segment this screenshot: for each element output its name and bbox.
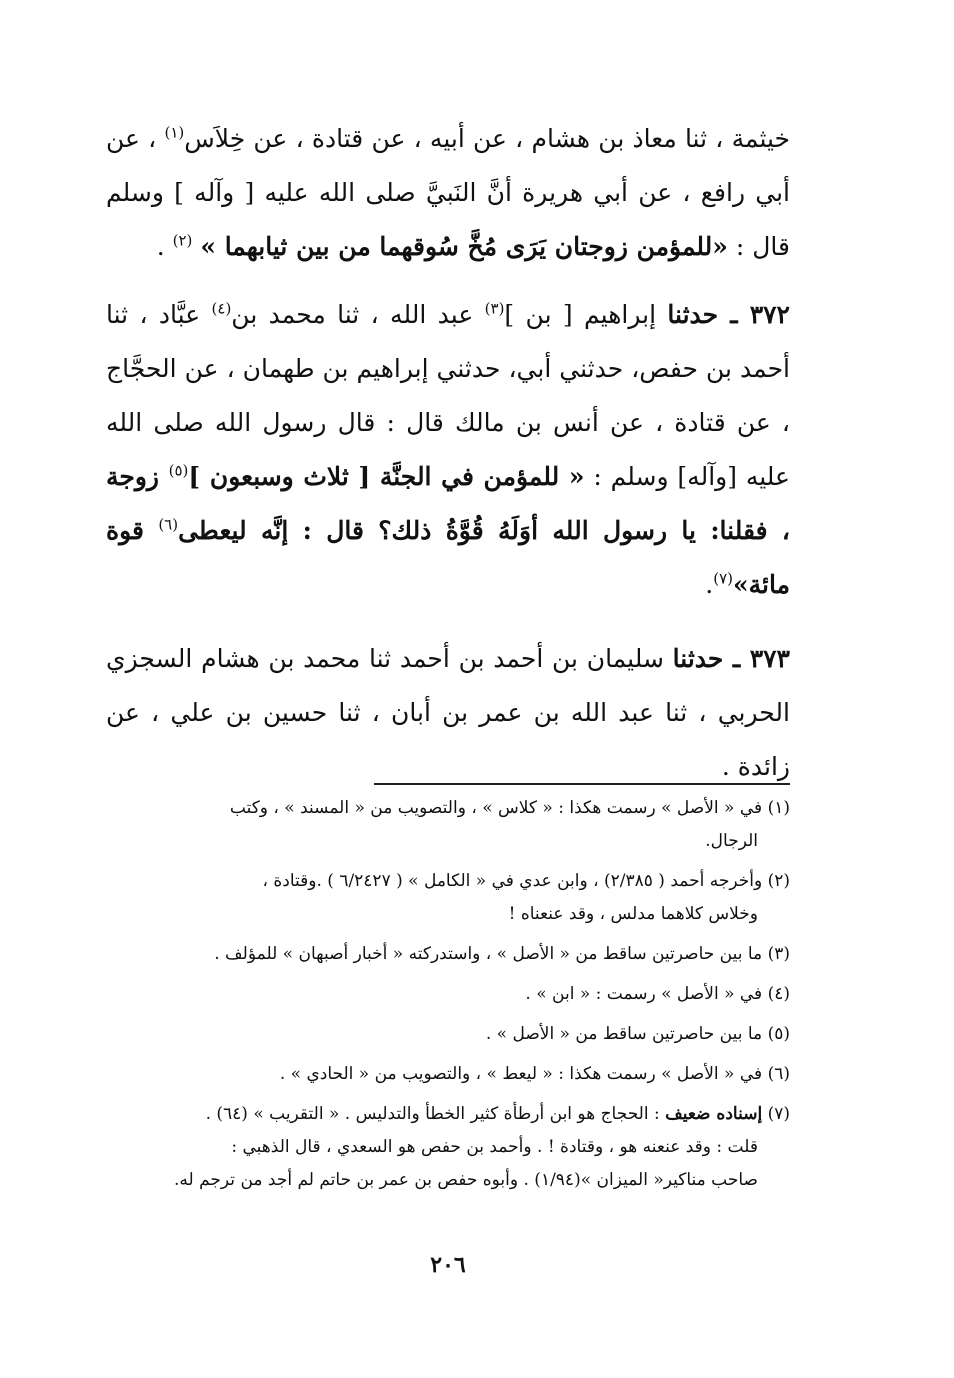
footnote-ref-2[interactable]: (٢) <box>172 231 193 250</box>
footnote-text-cont: صاحب مناكير« الميزان »(١/٩٤) . وأبوه حفص بن عمر بن حاتم لم أجد من ترجم له. <box>174 1170 758 1190</box>
footnote-1 <box>106 792 790 858</box>
page-number: ٢٠٦ <box>430 1252 466 1278</box>
footnotes <box>106 792 790 1204</box>
intro-end: . <box>156 232 173 261</box>
footnote-4 <box>106 978 790 1011</box>
footnote-2 <box>106 865 790 931</box>
footnote-5 <box>106 1018 790 1051</box>
footnote-text: وأخرجه أحمد ( ٢/٣٨٥) ، وابن عدي في « الكامل » ( ٦/٢٤٢٧ ) .وقتادة ، <box>262 871 763 891</box>
footnote-number: (٥) <box>767 1024 790 1044</box>
intro-hadith-quote: «للمؤمن زوجتان يَرَى مُخَّ سُوقهما من بين ثيابهما » <box>200 232 728 261</box>
footnote-ref-6[interactable]: (٦) <box>158 515 179 534</box>
footnote-number: (٦) <box>767 1064 790 1084</box>
hadith-373-number: ٣٧٣ ـ حدثنا <box>672 644 790 673</box>
footnote-text: ما بين حاصرتين ساقط من « الأصل » ، واستدركته « أخبار أصبهان » للمؤلف . <box>214 944 763 964</box>
footnote-ref-5[interactable]: (٥) <box>168 461 189 480</box>
footnote-text-cont: قلت : وقد عنعنه هو ، وقتادة ! . وأحمد بن حفص هو السعدي ، قال الذهبي : <box>231 1137 758 1157</box>
book-page <box>106 0 790 1378</box>
footnote-text: في « الأصل » رسمت هكذا : « كلاس » ، والتصويب من « المسند » ، وكتب <box>229 798 763 818</box>
hadith-372-text-b: عبد الله ، ثنا محمد بن <box>231 300 485 329</box>
footnote-number: (٢) <box>767 871 790 891</box>
hadith-372-number: ٣٧٢ ـ حدثنا <box>667 300 790 329</box>
hadith-372-quote-b: زوجة ، فقلنا: يا رسول الله أوَلَهُ قُوَّةُ ذلك؟ قال : إنَّه ليعطى <box>106 462 790 545</box>
footnote-number: (٤) <box>767 984 790 1004</box>
hadith-372-text-c: عبَّاد ، ثنا أحمد بن حفص، حدثني أبي، حدثني إبراهيم بن طهمان ، عن الحجَّاج ، عن قتادة ، عن أنس بن مالك قال : قال رسول الله صلى الله عليه [وآله] وسلم : <box>106 300 790 491</box>
footnote-text: في « الأصل » رسمت : « ابن » . <box>525 984 763 1004</box>
main-text <box>106 112 790 794</box>
footnote-text: ما بين حاصرتين ساقط من « الأصل » . <box>485 1024 763 1044</box>
footnote-3 <box>106 938 790 971</box>
footnote-ref-7[interactable]: (٧) <box>713 569 733 588</box>
footnote-number: (٧) <box>767 1104 790 1124</box>
footnote-ref-3[interactable]: (٣) <box>484 299 505 318</box>
footnote-text: : الحجاج هو ابن أرطأة كثير الخطأ والتدليس . « التقريب » (٦٤) . <box>205 1104 666 1124</box>
footnote-text-cont: وخلاس كلاهما مدلس ، وقد عنعناه ! <box>508 904 758 924</box>
footnote-text: في « الأصل » رسمت هكذا : « ليعط » ، والتصويب من « الحادي » . <box>279 1064 763 1084</box>
intro-text-a: خيثمة ، ثنا معاذ بن هشام ، عن أبيه ، عن قتادة ، عن خِلاَس <box>184 124 790 153</box>
footnote-text-cont: الرجال. <box>705 831 758 851</box>
hadith-372-quote-c: قوة مائة» <box>106 516 790 599</box>
footnote-ref-1[interactable]: (١) <box>164 123 185 142</box>
footnote-separator <box>374 783 790 785</box>
hadith-372-text-a: إبراهيم [ بن ] <box>504 300 668 329</box>
hadith-373-text: سليمان بن أحمد بن أحمد ثنا محمد بن هشام السجزي الحربي ، ثنا عبد الله بن عمر بن أبان ، ثنا حسين بن علي ، عن زائدة . <box>106 644 790 781</box>
hadith-373 <box>106 632 790 794</box>
hadith-372-end: . <box>705 570 714 599</box>
hadith-372-quote-a: « للمؤمن في الجنَّة [ ثلاث وسبعون ] <box>188 462 585 491</box>
footnote-7 <box>106 1098 790 1197</box>
footnote-ref-4[interactable]: (٤) <box>211 299 232 318</box>
intro-text-b: ، عن أبي رافع ، عن أبي هريرة أنَّ النَبيَّ صلى الله عليه [ وآله ] وسلم قال : <box>106 124 790 261</box>
hadith-372 <box>106 288 790 612</box>
footnote-bold-label: إسناده ضعيف <box>665 1104 763 1124</box>
footnote-number: (١) <box>767 798 790 818</box>
footnote-6 <box>106 1058 790 1091</box>
intro-paragraph <box>106 112 790 274</box>
footnote-number: (٣) <box>767 944 790 964</box>
